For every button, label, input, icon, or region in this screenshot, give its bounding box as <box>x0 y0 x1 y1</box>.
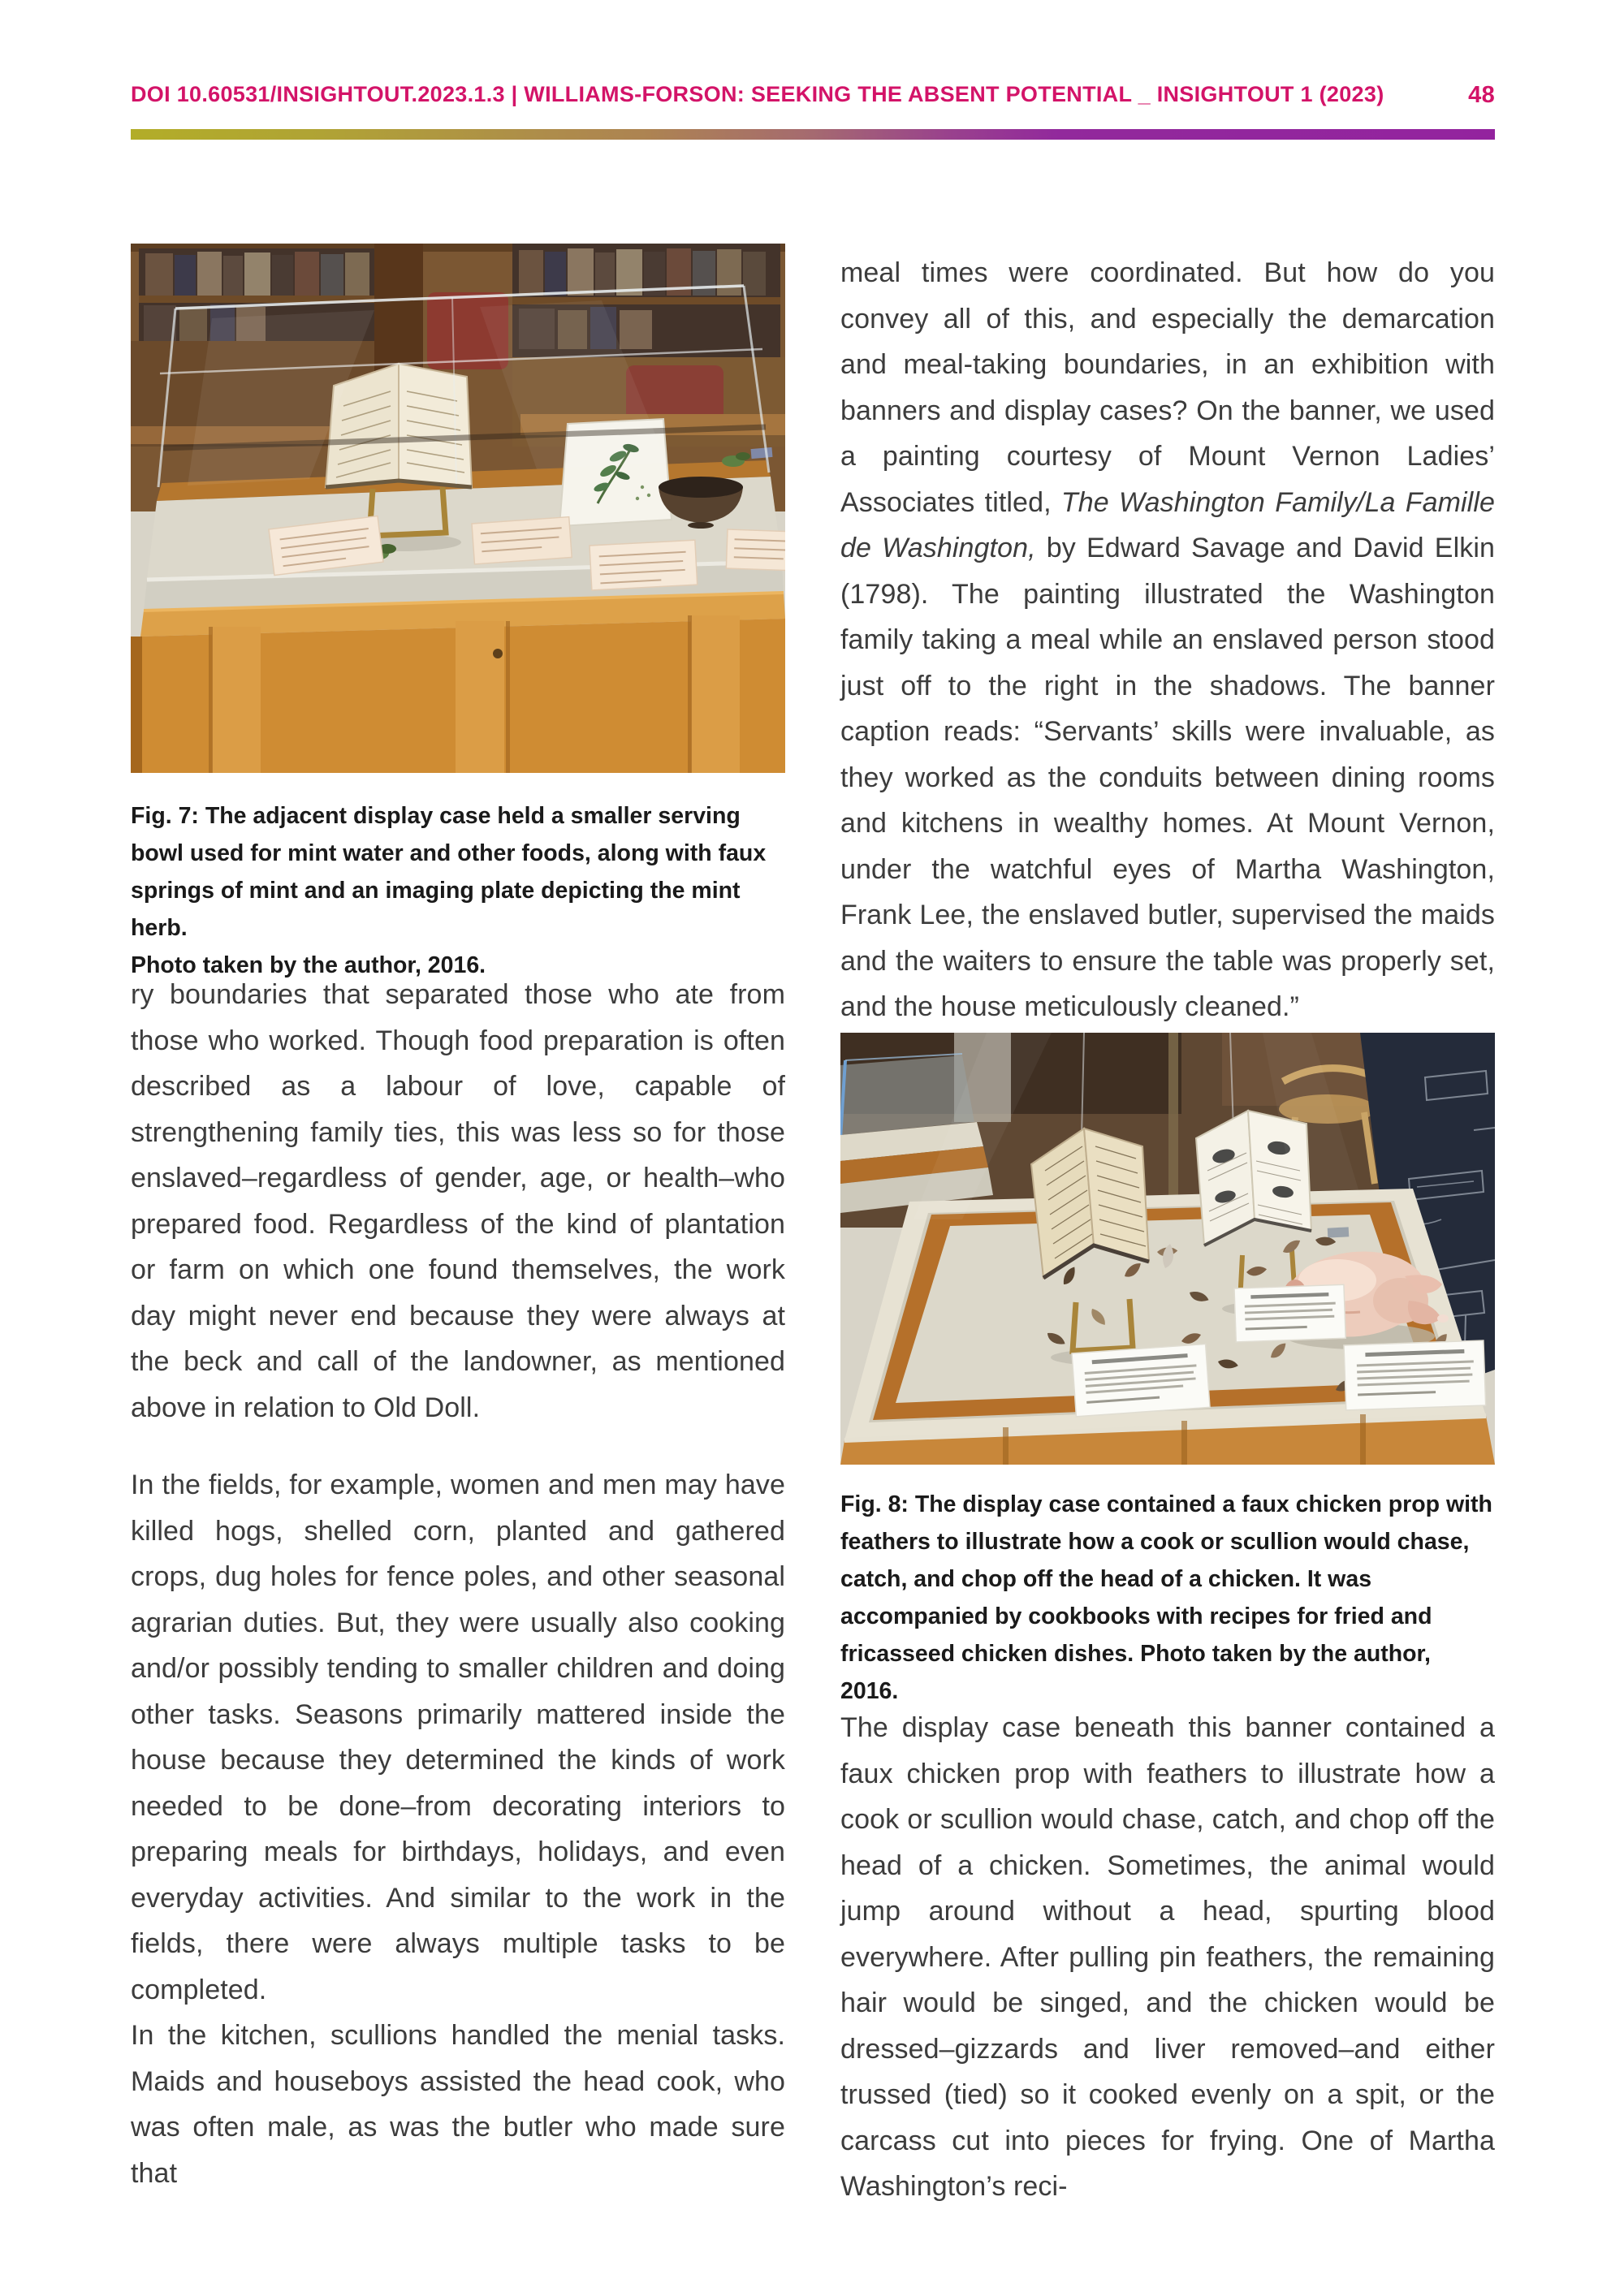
caption-text: Fig. 8: The display case contained a faux chicken prop with feathers to illustrate how a cook or scullion would chase, catch, and chop off the head of a chicken. It was accompanied by cookbooks with recipes for fried and fricasseed chicken dishes. Photo taken by the author, 2016. <box>840 1491 1492 1704</box>
page-number: 48 <box>1468 82 1495 108</box>
figure8-caption <box>840 1486 1495 1710</box>
small-blue-object <box>751 447 773 459</box>
painting-title-italic: The Washington Family/La Famille de Washington, <box>840 486 1495 563</box>
caption-text: Fig. 7: The adjacent display case held a smaller serving bowl used for mint water and other foods, along with faux springs of mint and an imaging plate depicting the mint herb. <box>131 803 767 941</box>
body-paragraph: ry boundaries that separated those who ate from those who worked. Though food preparation is often described as a labour of love, capable of strengthening family ties, this was less so for those enslaved–regardless of gender, age, or health–who prepared food. Regardless of the kind of plantation or farm on which one found themselves, the work day might never end because they were always at the beck and call of the landowner, as mentioned above in relation to Old Doll. <box>131 979 785 1423</box>
body-paragraph: In the fields, for example, women and men may have killed hogs, shelled corn, planted and gathered crops, dug holes for fence poles, and other seasonal agrarian duties. But, they were usually also cooking and/or possibly tending to smaller children and doing other tasks. Seasons primarily mattered inside the house because they determined the kinds of work needed to be done–from decorating interiors to preparing meals for birthdays, holidays, and even everyday activities. And similar to the work in the fields, there were always multiple tasks to be completed. <box>131 1470 785 2005</box>
page-header <box>131 82 1495 109</box>
figure8-photo <box>840 1033 1495 1465</box>
body-paragraph: The display case beneath this banner contained a faux chicken prop with feathers to illustrate how a cook or scullion would chase, catch, and chop off the head of a chicken. Sometimes, the animal would jump around without a head, spurting blood everywhere. After pulling pin feathers, the remaining hair would be singed, and the chicken would be dressed–gizzards and liver removed–and either trussed (tied) so it cooked evenly on a spit, or the carcass cut into pieces for frying. One of Martha Washington’s reci- <box>840 1712 1495 2202</box>
figure7-caption <box>131 797 785 984</box>
keyhole <box>493 649 503 658</box>
paragraph-text: by Edward Savage and David Elkin (1798). The painting illustrated the Washington family taking a meal while an enslaved person stood just off to the right in the shadows. The banner caption reads: “Servants’ skills were invaluable, as they worked as the conduits between dining rooms and kitchens in wealthy homes. At Mount Vernon, under the watchful eyes of Martha Washington, Frank Lee, the enslaved butler, supervised the maids and the waiters to ensure the table was properly set, and the house meticulously cleaned.” <box>840 533 1495 1022</box>
body-paragraph <box>840 250 1495 1030</box>
divider-rule <box>131 129 1495 140</box>
small-silver-object <box>1328 1227 1350 1237</box>
caption-credit: Photo taken by the author, 2016. <box>131 952 486 978</box>
body-paragraph: In the kitchen, scullions handled the menial tasks. Maids and houseboys assisted the head cook, who was often male, as was the butler who made sure that <box>131 2020 785 2189</box>
figure7-photo <box>131 244 785 773</box>
paragraph-text: meal times were coordinated. But how do you convey all of this, and especially the demarcation and meal-taking boundaries, in an exhibition with banners and display cases? On the banner, we used a painting courtesy of Mount Vernon Ladies’ Associates titled, <box>840 257 1495 518</box>
running-head: DOI 10.60531/INSIGHTOUT.2023.1.3 | WILLIAMS-FORSON: SEEKING THE ABSENT POTENTIAL _ INSIGHTOUT 1 (2023) <box>131 82 1384 106</box>
